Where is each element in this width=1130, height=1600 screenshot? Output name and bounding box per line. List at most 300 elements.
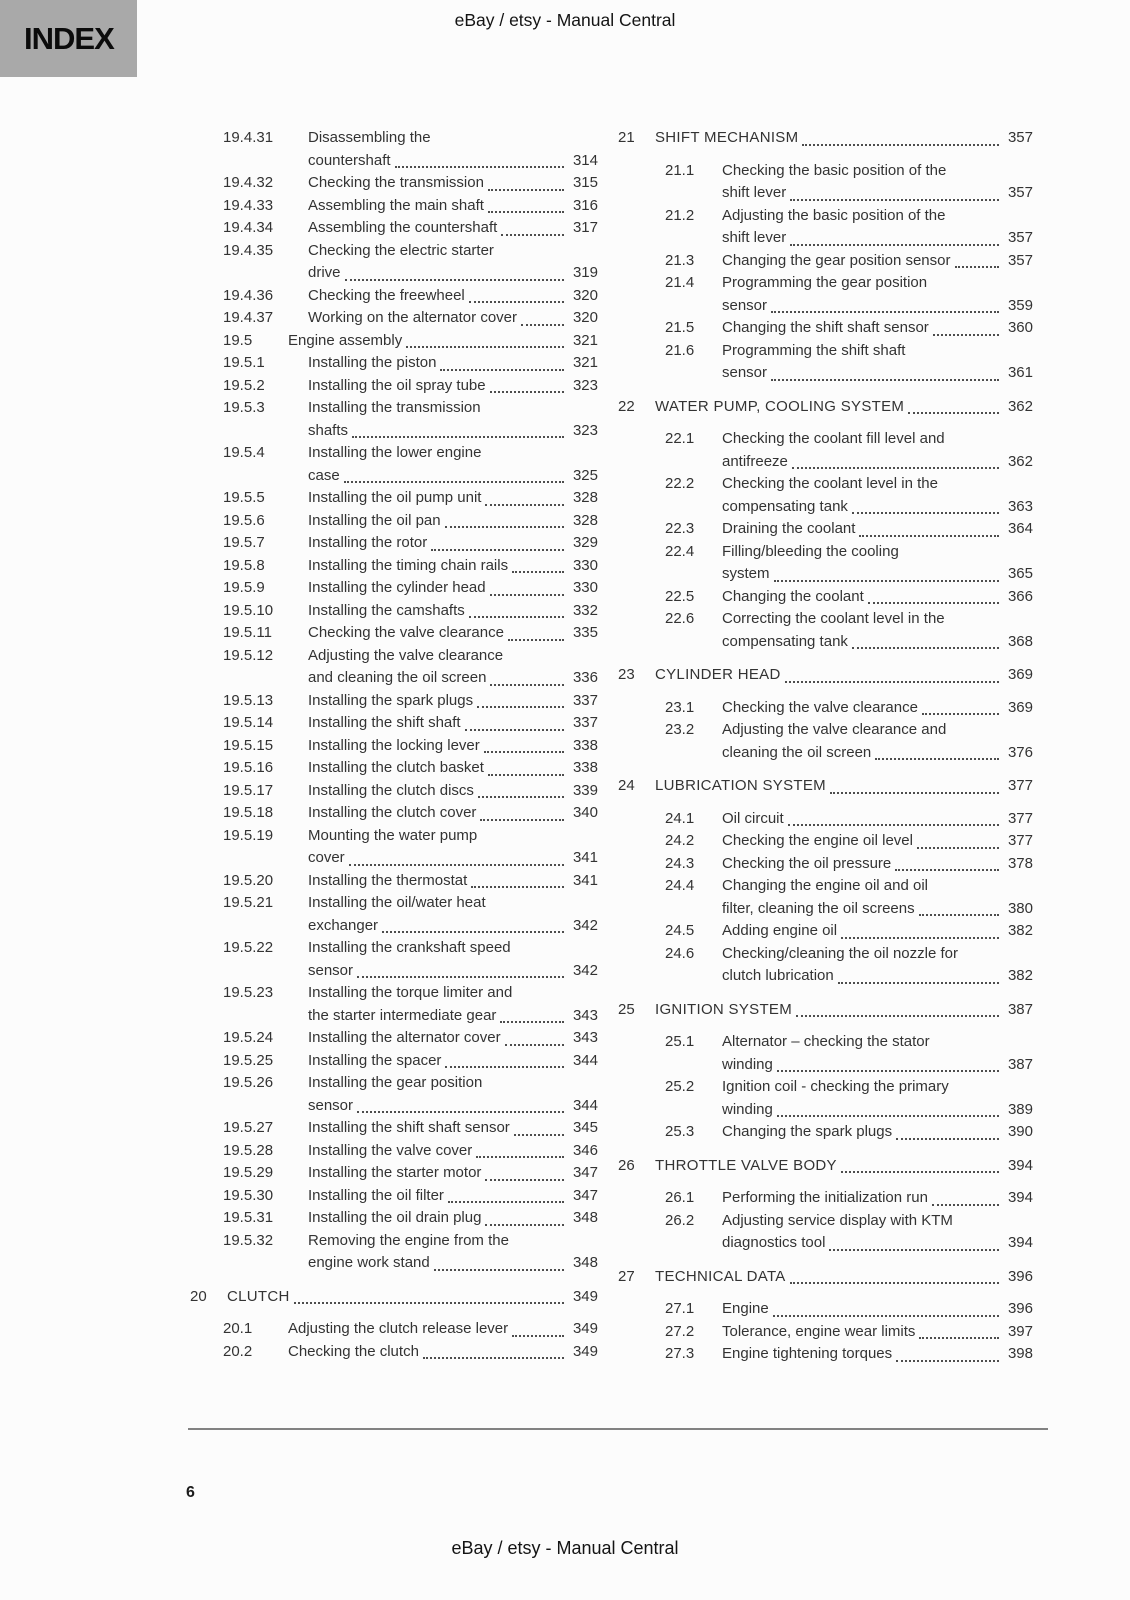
index-tab-label: INDEX xyxy=(24,20,114,56)
entry-last-line xyxy=(722,1343,1033,1366)
entry-title-line: Correcting the coolant level in the xyxy=(722,610,945,627)
entry-body xyxy=(655,1155,1033,1178)
entry-last-line xyxy=(308,262,598,285)
toc-entry xyxy=(223,1072,598,1117)
entry-title-line: Programming the shift shaft xyxy=(722,341,906,359)
entry-page: 398 xyxy=(1007,1345,1033,1362)
entry-body xyxy=(308,802,598,825)
toc-entry xyxy=(223,825,598,870)
entry-number: 19.5.27 xyxy=(223,1119,274,1136)
entry-number: 19.5.4 xyxy=(223,444,265,461)
entry-page: 389 xyxy=(1007,1100,1033,1118)
entry-last-line xyxy=(308,600,598,623)
entry-title: case xyxy=(308,466,340,484)
entry-page: 365 xyxy=(1007,565,1033,582)
entry-title: CYLINDER HEAD xyxy=(655,666,781,683)
entry-title: winding xyxy=(722,1100,773,1118)
entry-page: 396 xyxy=(1007,1300,1033,1317)
toc-entry xyxy=(223,690,598,713)
entry-number: 19.5.17 xyxy=(223,781,274,799)
entry-body xyxy=(722,1121,1033,1144)
entry-title: Installing the alternator cover xyxy=(308,1029,501,1046)
entry-title: TECHNICAL DATA xyxy=(655,1267,786,1285)
entry-page: 382 xyxy=(1007,922,1033,939)
entry-last-line xyxy=(655,1155,1033,1178)
dot-leader xyxy=(771,379,999,381)
entry-page: 316 xyxy=(572,196,598,214)
entry-page: 387 xyxy=(1007,1055,1033,1073)
dot-leader xyxy=(792,467,999,469)
entry-page: 323 xyxy=(572,421,598,439)
entry-page: 346 xyxy=(572,1141,598,1159)
toc-entry xyxy=(223,757,598,780)
entry-title-line: Adjusting the valve clearance xyxy=(308,646,504,664)
entry-body xyxy=(722,697,1033,720)
entry-number: 19.5.7 xyxy=(223,534,265,551)
entry-last-line xyxy=(655,664,1033,687)
entry-title-line: Adjusting the basic position of the xyxy=(722,206,946,224)
dot-leader xyxy=(917,847,999,849)
entry-title: drive xyxy=(308,264,341,281)
entry-body xyxy=(655,1266,1033,1289)
entry-body xyxy=(308,937,598,982)
entry-number: 19.5.19 xyxy=(223,826,274,844)
entry-body xyxy=(308,127,598,172)
toc-entry xyxy=(223,510,598,533)
entry-page: 319 xyxy=(572,264,598,281)
entry-title: Tolerance, engine wear limits xyxy=(722,1322,916,1340)
dot-leader xyxy=(838,982,999,984)
entry-body xyxy=(655,999,1033,1022)
toc-entry xyxy=(223,600,598,623)
toc-entry xyxy=(223,1140,598,1163)
toc-entry xyxy=(223,712,598,735)
entry-body xyxy=(722,943,1033,988)
entry-body xyxy=(722,473,1033,518)
toc-entry xyxy=(665,205,1033,250)
entry-last-line xyxy=(722,1099,1033,1122)
entry-body xyxy=(722,830,1033,853)
dot-leader xyxy=(933,334,999,336)
entry-body xyxy=(308,285,598,308)
toc-entry xyxy=(223,1207,598,1230)
dot-leader xyxy=(512,1335,564,1337)
entry-last-line xyxy=(655,775,1033,798)
entry-page: 321 xyxy=(572,354,598,371)
entry-title-line: Adjusting service display with KTM xyxy=(722,1211,953,1229)
dot-leader xyxy=(488,211,564,213)
entry-title-line: Adjusting the valve clearance and xyxy=(722,721,947,738)
entry-title: Changing the gear position sensor xyxy=(722,251,951,269)
entry-page: 330 xyxy=(572,556,598,574)
dot-leader xyxy=(868,602,999,604)
entry-body xyxy=(288,1341,598,1364)
dot-leader xyxy=(829,1249,999,1251)
entry-last-line xyxy=(308,870,598,893)
entry-body xyxy=(308,172,598,195)
entry-page: 338 xyxy=(572,736,598,754)
entry-title: cover xyxy=(308,849,345,866)
entry-last-line xyxy=(308,1117,598,1140)
entry-last-line xyxy=(722,451,1033,474)
entry-page: 320 xyxy=(572,309,598,326)
entry-page: 343 xyxy=(572,1029,598,1046)
dot-leader xyxy=(955,266,1000,268)
entry-page: 344 xyxy=(572,1051,598,1069)
entry-number: 21.4 xyxy=(665,274,695,291)
entry-last-line xyxy=(308,420,598,443)
entry-last-line xyxy=(308,195,598,218)
entry-title: Installing the camshafts xyxy=(308,601,465,619)
entry-last-line xyxy=(722,1298,1033,1321)
entry-body xyxy=(722,428,1033,473)
entry-body xyxy=(308,600,598,623)
dot-leader xyxy=(788,824,999,826)
toc-entry xyxy=(223,330,598,353)
dot-leader xyxy=(471,886,564,888)
entry-last-line xyxy=(722,496,1033,519)
entry-number: 24.2 xyxy=(665,832,695,849)
entry-body xyxy=(227,1286,598,1309)
dot-leader xyxy=(485,504,564,506)
entry-number: 19.4.31 xyxy=(223,129,274,146)
entry-number: 23.1 xyxy=(665,698,695,716)
toc-entry xyxy=(665,1076,1033,1121)
entry-number: 24.5 xyxy=(665,922,695,939)
entry-title-line: Checking/cleaning the oil nozzle for xyxy=(722,944,958,962)
entry-number: 19.5.21 xyxy=(223,894,274,911)
entry-last-line xyxy=(308,465,598,488)
entry-body xyxy=(308,645,598,690)
entry-number: 21.1 xyxy=(665,161,695,179)
dot-leader xyxy=(406,346,564,348)
entry-title: and cleaning the oil screen xyxy=(308,669,487,686)
entry-page: 330 xyxy=(572,579,598,596)
entry-last-line xyxy=(288,330,598,353)
toc-entry xyxy=(665,1187,1033,1210)
entry-title: antifreeze xyxy=(722,452,788,470)
entry-title: clutch lubrication xyxy=(722,967,834,984)
entry-body xyxy=(655,775,1033,798)
entry-page: 377 xyxy=(1007,777,1033,794)
entry-title: Engine assembly xyxy=(288,331,403,349)
entry-number: 27.2 xyxy=(665,1322,695,1340)
entry-title: Installing the oil spray tube xyxy=(308,376,486,394)
entry-title: Installing the piston xyxy=(308,354,437,371)
entry-body xyxy=(308,577,598,600)
entry-last-line xyxy=(308,307,598,330)
dot-leader xyxy=(490,594,564,596)
entry-title: Installing the valve cover xyxy=(308,1141,473,1159)
entry-last-line xyxy=(308,802,598,825)
toc-entry xyxy=(665,697,1033,720)
entry-last-line xyxy=(308,847,598,870)
entry-last-line xyxy=(722,518,1033,541)
entry-page: 394 xyxy=(1007,1234,1033,1251)
entry-last-line xyxy=(722,898,1033,921)
dot-leader xyxy=(773,1315,999,1317)
entry-page: 314 xyxy=(572,151,598,169)
entry-number: 19.5.26 xyxy=(223,1074,274,1091)
toc-entry xyxy=(665,160,1033,205)
entry-body xyxy=(722,853,1033,876)
dot-leader xyxy=(445,526,564,528)
entry-body xyxy=(308,240,598,285)
entry-page: 364 xyxy=(1007,520,1033,537)
entry-page: 377 xyxy=(1007,809,1033,827)
entry-last-line xyxy=(655,1266,1033,1289)
toc-entry xyxy=(223,1050,598,1073)
toc-entry xyxy=(665,1298,1033,1321)
entry-page: 317 xyxy=(572,219,598,236)
entry-body xyxy=(722,541,1033,586)
entry-last-line xyxy=(308,757,598,780)
entry-last-line xyxy=(722,586,1033,609)
toc-entry xyxy=(223,1318,598,1341)
entry-last-line xyxy=(308,532,598,555)
dot-leader xyxy=(352,436,564,438)
entry-number: 19.5.32 xyxy=(223,1231,274,1249)
entry-title-line: Checking the basic position of the xyxy=(722,161,947,179)
entry-page: 341 xyxy=(572,871,598,889)
entry-number: 19.5.5 xyxy=(223,489,265,506)
entry-body xyxy=(308,982,598,1027)
entry-body xyxy=(722,250,1033,273)
entry-page: 361 xyxy=(1007,364,1033,381)
toc-entry xyxy=(223,802,598,825)
dot-leader xyxy=(485,1179,564,1181)
entry-title-line: Mounting the water pump xyxy=(308,826,478,844)
entry-number: 19.5.23 xyxy=(223,984,274,1001)
entry-title: compensating tank xyxy=(722,497,848,515)
entry-body xyxy=(308,690,598,713)
entry-number: 19.5.29 xyxy=(223,1164,274,1181)
dot-leader xyxy=(476,1156,564,1158)
toc-entry xyxy=(223,1341,598,1364)
toc-entry xyxy=(665,1121,1033,1144)
toc-entry xyxy=(665,250,1033,273)
entry-body xyxy=(308,735,598,758)
entry-page: 366 xyxy=(1007,587,1033,605)
entry-body xyxy=(722,586,1033,609)
entry-number: 25.1 xyxy=(665,1033,695,1050)
entry-page: 315 xyxy=(572,174,598,191)
entry-body xyxy=(308,1230,598,1275)
entry-title-line: Checking the coolant level in the xyxy=(722,475,938,492)
entry-title: sensor xyxy=(308,1096,354,1114)
entry-body xyxy=(308,442,598,487)
entry-page: 357 xyxy=(1007,184,1033,201)
entry-page: 348 xyxy=(572,1209,598,1226)
dot-leader xyxy=(521,324,564,326)
entry-number: 27.1 xyxy=(665,1300,695,1317)
toc-entry xyxy=(665,473,1033,518)
entry-title: SHIFT MECHANISM xyxy=(655,129,799,146)
toc-entry xyxy=(223,645,598,690)
toc-entry xyxy=(223,487,598,510)
toc-entry xyxy=(223,195,598,218)
dot-leader xyxy=(774,580,999,582)
entry-title-line: Checking the coolant fill level and xyxy=(722,430,945,447)
toc-entry xyxy=(223,375,598,398)
entry-last-line xyxy=(308,1050,598,1073)
entry-body xyxy=(722,1031,1033,1076)
dot-leader xyxy=(484,751,564,753)
toc-column-left xyxy=(190,127,598,1363)
entry-last-line xyxy=(722,808,1033,831)
entry-number: 22 xyxy=(618,397,635,415)
entry-last-line xyxy=(308,172,598,195)
entry-last-line xyxy=(655,396,1033,419)
entry-number: 23.2 xyxy=(665,721,695,738)
entry-body xyxy=(308,892,598,937)
entry-body xyxy=(308,352,598,375)
dot-leader xyxy=(357,976,564,978)
entry-title: system xyxy=(722,565,770,582)
dot-leader xyxy=(859,535,999,537)
entry-number: 25.2 xyxy=(665,1078,695,1095)
entry-number: 19.5.20 xyxy=(223,871,274,889)
footer-rule xyxy=(188,1428,1048,1430)
dot-leader xyxy=(802,144,999,146)
entry-title: Installing the starter motor xyxy=(308,1164,482,1181)
entry-last-line xyxy=(308,150,598,173)
entry-page: 369 xyxy=(1007,698,1033,716)
dot-leader xyxy=(505,1044,564,1046)
entry-body xyxy=(308,780,598,803)
entry-body xyxy=(288,330,598,353)
toc-entry xyxy=(223,622,598,645)
entry-title: engine work stand xyxy=(308,1254,430,1271)
dot-leader xyxy=(796,1015,999,1017)
entry-title: Oil circuit xyxy=(722,809,784,827)
dot-leader xyxy=(488,189,564,191)
entry-body xyxy=(722,272,1033,317)
entry-number: 27 xyxy=(618,1267,635,1285)
toc-entry xyxy=(665,943,1033,988)
entry-body xyxy=(722,1187,1033,1210)
entry-number: 21.2 xyxy=(665,206,695,224)
entry-title: filter, cleaning the oil screens xyxy=(722,899,915,917)
entry-last-line xyxy=(722,965,1033,988)
toc-entry xyxy=(223,442,598,487)
toc-entry xyxy=(618,1155,1033,1178)
entry-number: 19.5.15 xyxy=(223,736,274,754)
entry-body xyxy=(308,375,598,398)
entry-title: Engine xyxy=(722,1300,769,1317)
entry-title: Checking the transmission xyxy=(308,174,484,191)
toc-entry xyxy=(618,999,1033,1022)
entry-title: Checking the clutch xyxy=(288,1342,419,1360)
entry-number: 19.5.6 xyxy=(223,511,265,529)
dot-leader xyxy=(423,1357,564,1359)
toc-entry xyxy=(223,352,598,375)
toc-entry xyxy=(223,982,598,1027)
entry-title-line: Installing the torque limiter and xyxy=(308,984,513,1001)
dot-leader xyxy=(382,931,564,933)
entry-title: Draining the coolant xyxy=(722,520,856,537)
entry-number: 19.5.3 xyxy=(223,399,265,416)
entry-number: 19.5.8 xyxy=(223,556,265,574)
entry-last-line xyxy=(722,317,1033,340)
entry-title: WATER PUMP, COOLING SYSTEM xyxy=(655,397,905,415)
entry-page: 337 xyxy=(572,714,598,731)
entry-body xyxy=(722,1321,1033,1344)
entry-title: Engine tightening torques xyxy=(722,1345,893,1362)
dot-leader xyxy=(477,706,564,708)
dot-leader xyxy=(434,1269,564,1271)
entry-last-line xyxy=(722,1232,1033,1255)
toc-entry xyxy=(223,307,598,330)
entry-number: 19.4.34 xyxy=(223,219,274,236)
entry-number: 21.6 xyxy=(665,341,695,359)
entry-last-line xyxy=(722,742,1033,765)
dot-leader xyxy=(777,1115,999,1117)
entry-title: Installing the oil filter xyxy=(308,1186,444,1204)
toc-entry xyxy=(618,664,1033,687)
entry-number: 22.3 xyxy=(665,520,695,537)
entry-title: Installing the oil pan xyxy=(308,511,441,529)
toc-entry xyxy=(223,1162,598,1185)
entry-body xyxy=(308,555,598,578)
entry-title-line: Disassembling the xyxy=(308,129,431,146)
entry-title: Checking the oil pressure xyxy=(722,854,892,872)
entry-body xyxy=(308,307,598,330)
toc-entry xyxy=(223,172,598,195)
toc-entry xyxy=(223,1230,598,1275)
entry-number: 22.2 xyxy=(665,475,695,492)
entry-page: 390 xyxy=(1007,1123,1033,1140)
entry-number: 24.3 xyxy=(665,854,695,872)
dot-leader xyxy=(777,1070,999,1072)
entry-page: 328 xyxy=(572,511,598,529)
entry-page: 377 xyxy=(1007,832,1033,849)
entry-title: Assembling the countershaft xyxy=(308,219,498,236)
dot-leader xyxy=(445,1066,564,1068)
entry-number: 22.4 xyxy=(665,542,695,560)
entry-number: 19.5.30 xyxy=(223,1186,274,1204)
dot-leader xyxy=(469,301,564,303)
entry-body xyxy=(655,127,1033,150)
entry-title: Installing the clutch discs xyxy=(308,781,474,799)
toc-entry xyxy=(665,586,1033,609)
entry-title-line: Installing the lower engine xyxy=(308,444,482,461)
entry-title: winding xyxy=(722,1055,773,1073)
dot-leader xyxy=(790,1282,999,1284)
entry-body xyxy=(722,1076,1033,1121)
entry-last-line xyxy=(308,510,598,533)
entry-title: Working on the alternator cover xyxy=(308,309,517,326)
entry-last-line xyxy=(308,1207,598,1230)
entry-number: 19.5.9 xyxy=(223,579,265,596)
entry-number: 20 xyxy=(190,1287,207,1305)
toc-entry xyxy=(223,780,598,803)
entry-body xyxy=(308,217,598,240)
entry-page: 394 xyxy=(1007,1156,1033,1174)
entry-number: 19.5 xyxy=(223,331,253,349)
entry-last-line xyxy=(308,712,598,735)
entry-body xyxy=(308,487,598,510)
toc-entry xyxy=(665,719,1033,764)
entry-title: THROTTLE VALVE BODY xyxy=(655,1156,837,1174)
toc-entry xyxy=(665,853,1033,876)
entry-last-line xyxy=(308,735,598,758)
dot-leader xyxy=(895,869,999,871)
entry-body xyxy=(308,1027,598,1050)
entry-page: 321 xyxy=(572,331,598,349)
entry-title-line: Installing the transmission xyxy=(308,399,481,416)
dot-leader xyxy=(490,391,564,393)
